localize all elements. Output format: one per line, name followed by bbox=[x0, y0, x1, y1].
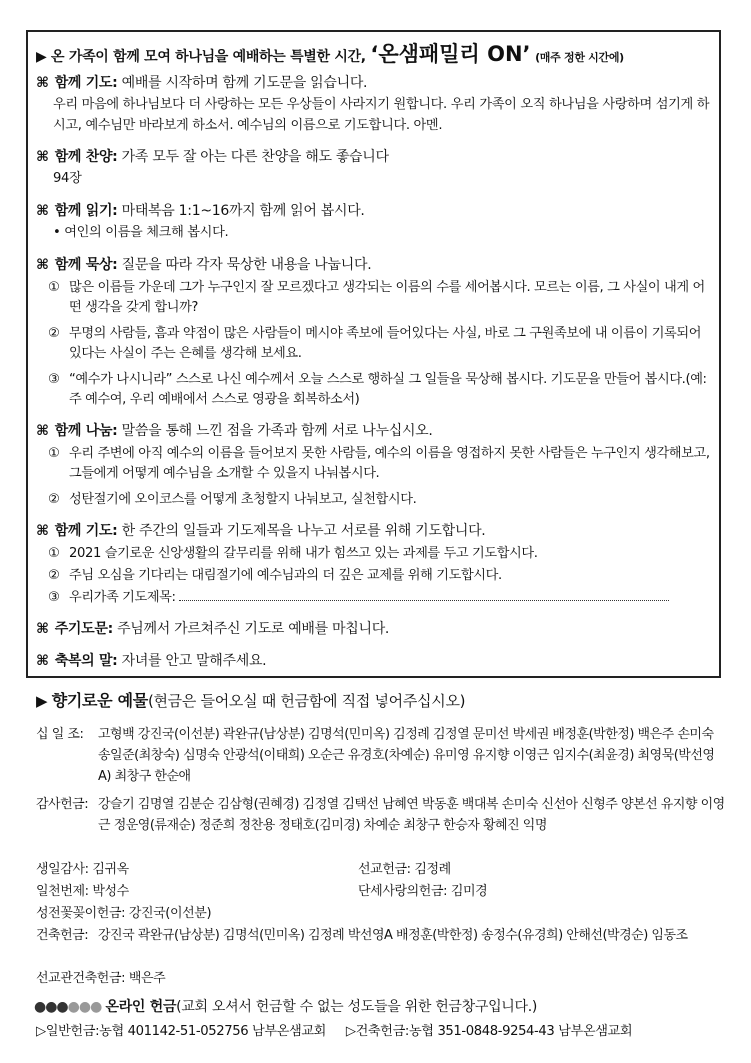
worship-brand: ‘온샘패밀리 ON’ bbox=[370, 42, 531, 66]
command-icon: ⌘ bbox=[36, 653, 49, 669]
offering-label: 십 일 조: bbox=[36, 727, 84, 742]
online-note: (교회 오셔서 헌금할 수 없는 성도들을 위한 헌금창구입니다.) bbox=[176, 999, 538, 1015]
section-praise bbox=[36, 146, 716, 189]
offering-label: 건축헌금: bbox=[36, 928, 89, 943]
list-item: ① 우리 주변에 아직 예수의 이름을 들어보지 못한 사람들, 예수의 이름을 영접하지 못한 사람들은 누구인지 생각해보고, 그들에게 어떻게 예수님을 소개할 수 있을지 나눠봅시다. bbox=[48, 446, 710, 481]
section-sharing bbox=[36, 420, 716, 510]
command-icon: ⌘ bbox=[36, 257, 49, 273]
section-label: 함께 읽기: bbox=[54, 203, 118, 219]
section-meditation bbox=[36, 254, 716, 410]
offering-building bbox=[36, 925, 726, 946]
section-desc: 마태복음 1:1~16까지 함께 읽어 봅시다. bbox=[121, 203, 365, 219]
dots-icon: ●●● bbox=[34, 999, 68, 1015]
command-icon: ⌘ bbox=[36, 149, 49, 165]
prayer-text: 우리 마음에 하나님보다 더 사랑하는 모든 우상들이 사라지기 원합니다. 우리 가족이 오직 하나님을 사랑하며 섬기게 하시고, 예수님만 바라보게 하소서. 예수님의 이름으로 기도합니다. 아멘. bbox=[53, 97, 710, 133]
write-in-line bbox=[179, 588, 669, 601]
section-label: 축복의 말: bbox=[54, 653, 118, 669]
online-title: 온라인 헌금 bbox=[105, 999, 177, 1015]
list-item: ① 2021 슬기로운 신앙생활의 갈무리를 위해 내가 힘쓰고 있는 과제를 두고 기도합시다. bbox=[48, 546, 538, 561]
dots-icon: ●●● bbox=[67, 999, 102, 1015]
command-icon: ⌘ bbox=[36, 75, 49, 91]
section-label: 주기도문: bbox=[54, 621, 113, 637]
list-item: ① 많은 이름들 가운데 그가 누구인지 잘 모르겠다고 생각되는 이름의 수를 세어봅시다. 모르는 이름, 그 사실이 내게 어떤 생각을 갖게 합니까? bbox=[48, 280, 705, 315]
reading-note: • 여인의 이름을 체크해 봅시다. bbox=[53, 225, 229, 240]
section-label: 함께 찬양: bbox=[54, 149, 118, 165]
offering-mission-building: 선교관건축헌금: 백은주 bbox=[36, 971, 166, 986]
arrow-icon: ▶ bbox=[36, 49, 47, 65]
section-desc: 주님께서 가르쳐주신 기도로 예배를 마칩니다. bbox=[117, 621, 390, 637]
hymn-number: 94장 bbox=[53, 171, 82, 186]
online-accounts bbox=[36, 1020, 632, 1039]
offering-mission: 선교헌금: 김정례 bbox=[358, 862, 451, 877]
family-worship-box bbox=[26, 30, 721, 678]
section-desc: 가족 모두 잘 아는 다른 찬양을 해도 좋습니다 bbox=[121, 149, 389, 165]
command-icon: ⌘ bbox=[36, 621, 49, 637]
offering-names: 고형백 강진국(이선분) 곽완규(남상분) 김명석(민미옥) 김정례 김정열 문미선 박세권 배정훈(박한정) 백은주 손미숙 송일준(최창숙) 심명숙 안광석(이태희) 오순근 유경호(차예순) 유미영 유지향 이영근 임지수(최윤경) 최영묵(박선영A) 최창구 한순애 bbox=[98, 727, 715, 784]
section-label: 함께 기도: bbox=[54, 75, 118, 91]
list-item: ② 무명의 사람들, 흠과 약점이 많은 사람들이 메시야 족보에 들어있다는 사실, 바로 그 구원족보에 내 이름이 기록되어 있다는 사실이 주는 은혜를 생각해 보세요. bbox=[48, 326, 702, 361]
worship-time-note: (매주 정한 시간에) bbox=[535, 51, 624, 64]
list-item: ③ “예수가 나시니라” 스스로 나신 예수께서 오늘 스스로 행하실 그 일들을 묵상해 봅시다. 기도문을 만들어 봅시다.(예: 주 예수여, 우리 예배에서 스스로 영광을 회복하소서) bbox=[48, 372, 707, 407]
general-account: ▷일반헌금:농협 401142-51-052756 남부온샘교회 bbox=[36, 1024, 327, 1039]
section-blessing bbox=[36, 650, 716, 672]
section-desc: 예배를 시작하며 함께 기도문을 읽습니다. bbox=[121, 75, 368, 91]
section-desc: 말씀을 통해 느낀 점을 가족과 함께 서로 나누십시오. bbox=[121, 423, 433, 439]
section-prayer-open bbox=[36, 72, 716, 136]
section-label: 함께 묵상: bbox=[54, 257, 118, 273]
offering-birthday: 생일감사: 김귀옥 bbox=[36, 862, 129, 877]
building-account: ▷건축헌금:농협 351-0848-9254-43 남부온샘교회 bbox=[345, 1024, 633, 1039]
online-offering-header bbox=[34, 996, 537, 1016]
worship-header bbox=[36, 38, 716, 68]
offering-flower: 성전꽃꽂이헌금: 강진국(이선분) bbox=[36, 906, 212, 921]
offering-label: 감사헌금: bbox=[36, 797, 89, 812]
command-icon: ⌘ bbox=[36, 523, 49, 539]
offering-dayone: 일천번제: 박성수 bbox=[36, 884, 129, 899]
offering-title: 향기로운 예물 bbox=[51, 691, 148, 710]
worship-title: 온 가족이 함께 모여 하나님을 예배하는 특별한 시간, bbox=[51, 49, 366, 65]
section-desc: 질문을 따라 각자 묵상한 내용을 나눕니다. bbox=[121, 257, 372, 273]
offering-header bbox=[36, 688, 465, 711]
section-label: 함께 나눔: bbox=[54, 423, 118, 439]
arrow-icon: ▶ bbox=[36, 692, 48, 710]
offering-names: 강슬기 김명열 김분순 김삼형(권혜경) 김정열 김택선 남혜연 박동훈 백대복 손미숙 신선아 신형주 양본선 유지향 이영근 정운영(류재순) 정준희 정찬용 정태호(김미경) 차예순 최창구 한승자 황혜진 익명 bbox=[98, 797, 725, 833]
section-reading bbox=[36, 200, 716, 243]
list-item: ② 성탄절기에 오이코스를 어떻게 초청할지 나눠보고, 실천합시다. bbox=[48, 492, 417, 507]
offering-thanks bbox=[36, 794, 726, 836]
command-icon: ⌘ bbox=[36, 423, 49, 439]
section-lords-prayer bbox=[36, 618, 716, 640]
section-prayer-together bbox=[36, 520, 716, 608]
section-label: 함께 기도: bbox=[54, 523, 118, 539]
offering-tithe bbox=[36, 724, 726, 787]
family-prayer-label: 우리가족 기도제목: bbox=[69, 590, 176, 605]
offering-note: (현금은 들어오실 때 헌금함에 직접 넣어주십시오) bbox=[147, 692, 466, 710]
list-item: ③ 우리가족 기도제목: bbox=[36, 588, 716, 608]
command-icon: ⌘ bbox=[36, 203, 49, 219]
list-item: ② 주님 오심을 기다리는 대림절기에 예수님과의 더 깊은 교제를 위해 기도합시다. bbox=[48, 568, 502, 583]
section-desc: 자녀를 안고 말해주세요. bbox=[121, 653, 267, 669]
offering-names: 강진국 곽완규(남상분) 김명석(민미옥) 김정례 박선영A 배정훈(박한정) 송정수(유경희) 안해선(박경순) 임동조 bbox=[98, 928, 688, 943]
offering-group: 단세사랑의헌금: 김미경 bbox=[358, 884, 488, 899]
section-desc: 한 주간의 일들과 기도제목을 나누고 서로를 위해 기도합니다. bbox=[121, 523, 486, 539]
